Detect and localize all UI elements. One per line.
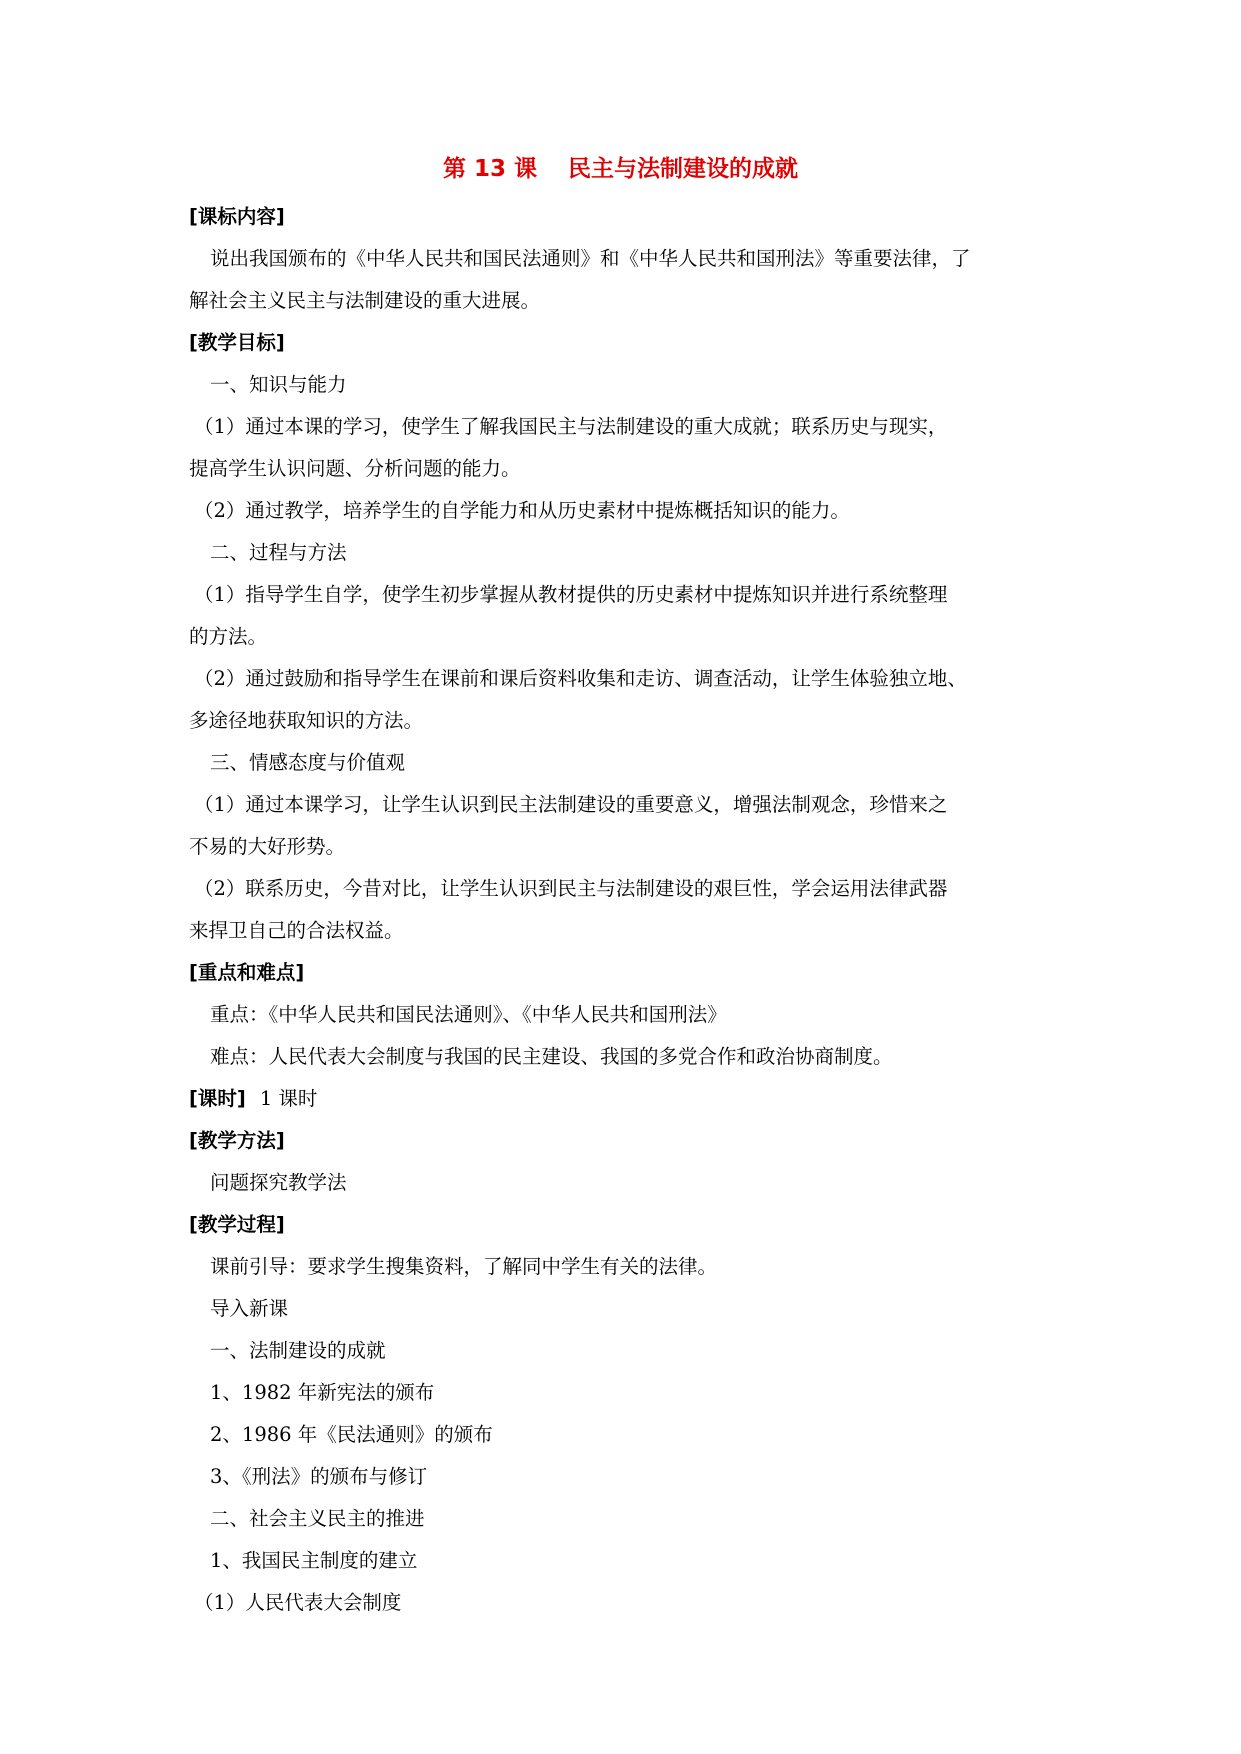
subsection-title: 一、知识与能力 (210, 373, 347, 396)
subsection-title: 一、法制建设的成就 (210, 1339, 386, 1362)
list-item-line: 3、《刑法》的颁布与修订 (210, 1465, 428, 1488)
list-item-line: 1、1982 年新宪法的颁布 (210, 1381, 435, 1404)
method-value: 问题探究教学法 (210, 1171, 347, 1194)
section-heading-goals: [教学目标] (189, 331, 285, 354)
subsection-title: 二、过程与方法 (210, 541, 347, 564)
section-heading-standard: [课标内容] (189, 205, 285, 228)
list-item-line: 2、1986 年《民法通则》的颁布 (210, 1423, 493, 1446)
list-item-line: （1）人民代表大会制度 (194, 1591, 402, 1614)
hours-value: 1 课时 (259, 1087, 318, 1110)
paragraph-line: 说出我国颁布的《中华人民共和国民法通则》和《中华人民共和国刑法》等重要法律，了 (210, 247, 971, 270)
list-item-line: （1）指导学生自学，使学生初步掌握从教材提供的历史素材中提炼知识并进行系统整理 (194, 583, 948, 606)
hours-row (189, 1078, 1057, 1120)
list-item-line: 1、我国民主制度的建立 (210, 1549, 418, 1572)
list-item-line: （2）通过鼓励和指导学生在课前和课后资料收集和走访、调查活动，让学生体验独立地、 (194, 667, 967, 690)
list-item-line: （2）联系历史，今昔对比，让学生认识到民主与法制建设的艰巨性，学会运用法律武器 (194, 877, 948, 900)
section-heading-method: [教学方法] (189, 1129, 285, 1152)
paragraph-line: 解社会主义民主与法制建设的重大进展。 (189, 289, 541, 312)
key-point: 重点：《中华人民共和国民法通则》、《中华人民共和国刑法》 (210, 1003, 727, 1026)
subsection-title: 二、社会主义民主的推进 (210, 1507, 425, 1530)
list-item-line: （1）通过本课的学习，使学生了解我国民主与法制建设的重大成就；联系历史与现实， (194, 415, 948, 438)
list-item-line: 多途径地获取知识的方法。 (189, 709, 424, 732)
process-intro: 课前引导：要求学生搜集资料，了解同中学生有关的法律。 (210, 1255, 718, 1278)
section-heading-key-points: [重点和难点] (189, 961, 305, 984)
process-new-lesson: 导入新课 (210, 1297, 289, 1320)
lesson-title: 第 13 课 民主与法制建设的成就 (442, 156, 799, 182)
section-heading-hours: [课时] (189, 1087, 246, 1110)
list-item-line: 来捍卫自己的合法权益。 (189, 919, 404, 942)
list-item-line: （2）通过教学，培养学生的自学能力和从历史素材中提炼概括知识的能力。 (194, 499, 850, 522)
document-body (189, 196, 1057, 1624)
list-item-line: 提高学生认识问题、分析问题的能力。 (189, 457, 521, 480)
list-item-line: 的方法。 (189, 625, 268, 648)
list-item-line: （1）通过本课学习，让学生认识到民主法制建设的重要意义，增强法制观念，珍惜来之 (194, 793, 948, 816)
subsection-title: 三、情感态度与价值观 (210, 751, 406, 774)
difficult-point: 难点：人民代表大会制度与我国的民主建设、我国的多党合作和政治协商制度。 (210, 1045, 893, 1068)
list-item-line: 不易的大好形势。 (189, 835, 346, 858)
section-heading-process: [教学过程] (189, 1213, 285, 1236)
